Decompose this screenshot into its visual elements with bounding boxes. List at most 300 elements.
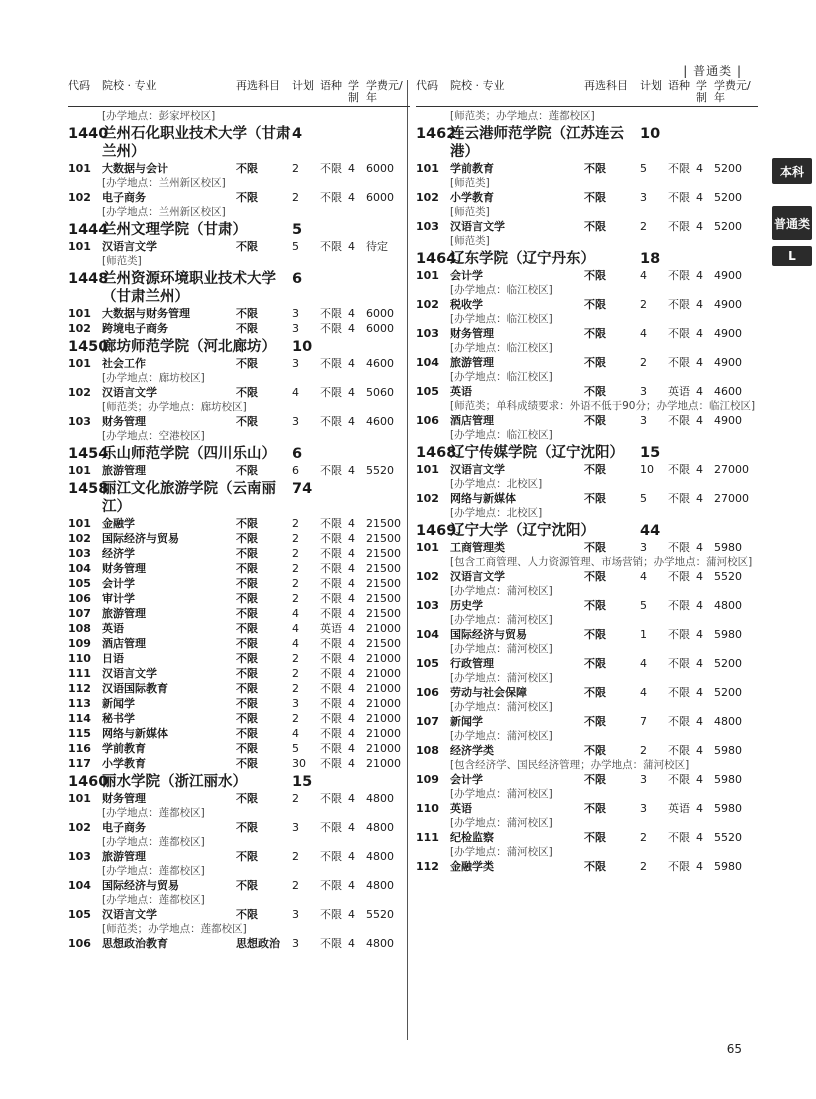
major-row [416,462,758,477]
major-language: 不限 [320,464,342,477]
major-subject: 不限 [236,712,258,725]
major-name: 金融学 [102,517,135,530]
major-plan: 2 [640,298,647,311]
major-years: 4 [348,792,355,805]
major-years: 4 [348,162,355,175]
major-subject: 思想政治 [236,937,280,950]
major-years: 4 [696,414,703,427]
major-plan: 2 [640,220,647,233]
institution-code: 1450 [68,339,109,355]
institution-heading [416,522,758,540]
major-fee: 4900 [714,414,742,427]
major-name: 酒店管理 [450,414,494,427]
major-plan: 2 [292,547,299,560]
major-plan: 3 [292,357,299,370]
hdr-years: 学制 [696,79,707,104]
major-code: 112 [416,860,439,873]
major-subject: 不限 [236,697,258,710]
hdr-code: 代码 [416,79,438,92]
major-fee: 5980 [714,773,742,786]
institution-heading [68,445,410,463]
major-code: 105 [68,908,91,921]
major-language: 不限 [668,831,690,844]
major-language: 不限 [668,715,690,728]
major-subject: 不限 [236,667,258,680]
major-years: 4 [696,657,703,670]
major-plan: 3 [292,937,299,950]
major-plan: 7 [640,715,647,728]
major-language: 不限 [320,592,342,605]
major-language: 不限 [668,191,690,204]
right-column [416,80,758,874]
major-plan: 2 [292,532,299,545]
left-list [68,125,410,951]
major-code: 102 [68,386,91,399]
major-code: 110 [416,802,439,815]
major-subject: 不限 [236,637,258,650]
major-note: [师范类] [450,177,490,189]
major-code: 105 [68,577,91,590]
major-row [68,681,410,696]
institution-name: 兰州资源环境职业技术大学（甘肃兰州） [102,271,276,305]
major-fee: 4800 [366,821,394,834]
major-fee: 4600 [366,357,394,370]
major-row [416,627,758,642]
major-language: 不限 [320,415,342,428]
major-row [68,161,410,176]
major-code: 102 [416,298,439,311]
major-fee: 21000 [366,727,401,740]
major-subject: 不限 [236,357,258,370]
major-fee: 5980 [714,802,742,815]
major-language: 不限 [320,908,342,921]
major-plan: 3 [292,415,299,428]
institution-name: 兰州文理学院（甘肃） [102,222,247,238]
major-subject: 不限 [584,715,606,728]
major-years: 4 [348,322,355,335]
major-language: 不限 [668,860,690,873]
major-name: 旅游管理 [102,607,146,620]
major-note: [办学地点：蒲河校区] [450,672,553,684]
major-fee: 4900 [714,356,742,369]
major-name: 审计学 [102,592,135,605]
category-header: | 普通类 | [683,64,742,78]
major-row [68,561,410,576]
major-fee: 21500 [366,562,401,575]
major-code: 107 [416,715,439,728]
major-years: 4 [348,937,355,950]
major-years: 4 [348,850,355,863]
major-code: 101 [68,464,91,477]
major-plan: 2 [292,667,299,680]
major-name: 电子商务 [102,821,146,834]
major-language: 不限 [668,686,690,699]
major-row [68,414,410,429]
major-subject: 不限 [584,628,606,641]
major-note: [办学地点：北校区] [450,478,543,490]
major-name: 财务管理 [102,792,146,805]
major-years: 4 [696,773,703,786]
major-years: 4 [696,463,703,476]
major-row [68,516,410,531]
major-language: 不限 [320,547,342,560]
major-years: 4 [696,686,703,699]
major-note: [师范类] [450,235,490,247]
major-subject: 不限 [236,727,258,740]
institution-plan: 5 [292,222,303,238]
major-row [416,540,758,555]
major-fee: 21000 [366,712,401,725]
institution-heading [416,250,758,268]
major-plan: 4 [640,657,647,670]
major-row [416,326,758,341]
major-code: 101 [416,541,439,554]
major-name: 旅游管理 [450,356,494,369]
major-code: 104 [416,356,439,369]
major-plan: 2 [292,712,299,725]
institution-plan: 10 [640,126,661,142]
major-fee: 6000 [366,307,394,320]
major-subject: 不限 [584,356,606,369]
major-subject: 不限 [236,191,258,204]
major-row [416,569,758,584]
major-subject: 不限 [584,860,606,873]
major-language: 不限 [320,637,342,650]
major-note: [办学地点：蒲河校区] [450,614,553,626]
major-fee: 21000 [366,682,401,695]
major-language: 不限 [668,356,690,369]
major-row [68,546,410,561]
major-fee: 待定 [366,240,388,253]
major-fee: 5200 [714,162,742,175]
institution-name: 廊坊师范学院（河北廊坊） [102,339,276,355]
major-years: 4 [348,532,355,545]
major-language: 不限 [320,532,342,545]
hdr-fee: 学费元/年 [366,79,403,104]
major-fee: 5980 [714,860,742,873]
major-code: 109 [416,773,439,786]
major-code: 106 [416,414,439,427]
major-plan: 2 [292,517,299,530]
major-code: 103 [416,327,439,340]
major-code: 113 [68,697,91,710]
major-years: 4 [348,562,355,575]
top-note: [办学地点：彭家坪校区] [102,110,216,122]
major-plan: 3 [292,821,299,834]
major-language: 不限 [320,240,342,253]
major-row [416,685,758,700]
major-years: 4 [696,802,703,815]
major-name: 会计学 [450,773,483,786]
major-name: 财务管理 [450,327,494,340]
major-code: 105 [416,657,439,670]
major-fee: 4600 [366,415,394,428]
major-subject: 不限 [236,240,258,253]
hdr-fee: 学费元/年 [714,79,751,104]
major-row [416,384,758,399]
major-language: 不限 [668,298,690,311]
major-language: 不限 [320,742,342,755]
major-code: 103 [68,415,91,428]
major-code: 101 [416,463,439,476]
major-row [416,772,758,787]
major-fee: 5200 [714,191,742,204]
major-years: 4 [348,682,355,695]
major-language: 不限 [320,322,342,335]
major-fee: 21000 [366,622,401,635]
institution-heading [68,480,410,516]
major-subject: 不限 [236,652,258,665]
major-language: 不限 [668,773,690,786]
major-language: 不限 [668,162,690,175]
major-code: 101 [416,269,439,282]
institution-code: 1464 [416,251,457,267]
major-years: 4 [696,570,703,583]
major-subject: 不限 [584,570,606,583]
major-note: [办学地点：蒲河校区] [450,730,553,742]
major-code: 102 [416,570,439,583]
major-name: 国际经济与贸易 [450,628,527,641]
major-row [68,591,410,606]
major-language: 不限 [668,628,690,641]
major-language: 不限 [320,879,342,892]
major-subject: 不限 [236,162,258,175]
major-plan: 1 [640,628,647,641]
major-fee: 21500 [366,532,401,545]
major-note: [师范类；办学地点：廊坊校区] [102,401,247,413]
major-years: 4 [696,541,703,554]
major-code: 102 [68,532,91,545]
major-row [416,355,758,370]
major-name: 财务管理 [102,562,146,575]
major-plan: 5 [292,240,299,253]
institution-code: 1468 [416,445,457,461]
major-code: 108 [416,744,439,757]
major-note: [师范类；单科成绩要求：外语不低于90分；办学地点：临江校区] [450,400,756,412]
major-years: 4 [348,908,355,921]
major-years: 4 [348,307,355,320]
major-name: 国际经济与贸易 [102,532,179,545]
major-years: 4 [696,385,703,398]
major-note: [办学地点：莲都校区] [102,807,205,819]
major-note: [办学地点：蒲河校区] [450,788,553,800]
major-subject: 不限 [584,802,606,815]
major-subject: 不限 [236,742,258,755]
page-number: 65 [726,1042,742,1056]
major-subject: 不限 [236,607,258,620]
major-row [68,531,410,546]
major-plan: 2 [292,682,299,695]
major-code: 108 [68,622,91,635]
major-fee: 21500 [366,517,401,530]
major-name: 汉语国际教育 [102,682,168,695]
major-fee: 4900 [714,269,742,282]
major-name: 汉语言文学 [102,908,157,921]
institution-heading [68,221,410,239]
major-language: 不限 [320,357,342,370]
major-years: 4 [696,860,703,873]
major-language: 不限 [320,712,342,725]
major-name: 大数据与财务管理 [102,307,190,320]
major-years: 4 [348,464,355,477]
major-note: [办学地点：临江校区] [450,342,553,354]
major-row [68,666,410,681]
major-plan: 2 [292,850,299,863]
institution-name: 丽江文化旅游学院（云南丽江） [102,481,276,515]
major-code: 112 [68,682,91,695]
major-language: 不限 [668,463,690,476]
major-note: [办学地点：蒲河校区] [450,817,553,829]
institution-name: 辽东学院（辽宁丹东） [450,251,595,267]
institution-code: 1462 [416,126,457,142]
major-row [68,651,410,666]
institution-heading [416,444,758,462]
major-note: [包含工商管理、人力资源管理、市场营销；办学地点：蒲河校区] [450,556,753,568]
major-row [68,791,410,806]
major-subject: 不限 [584,298,606,311]
major-fee: 27000 [714,463,749,476]
major-subject: 不限 [584,744,606,757]
major-language: 不限 [668,657,690,670]
major-language: 不限 [320,191,342,204]
major-fee: 4800 [714,715,742,728]
major-years: 4 [348,712,355,725]
major-language: 不限 [320,682,342,695]
major-row [68,385,410,400]
major-plan: 2 [292,577,299,590]
institution-code: 1454 [68,446,109,462]
major-language: 不限 [668,220,690,233]
major-fee: 5060 [366,386,394,399]
major-code: 109 [68,637,91,650]
major-plan: 2 [640,744,647,757]
major-plan: 3 [640,773,647,786]
institution-name: 乐山师范学院（四川乐山） [102,446,276,462]
major-plan: 5 [640,162,647,175]
major-name: 汉语言文学 [102,240,157,253]
major-fee: 21500 [366,607,401,620]
major-name: 社会工作 [102,357,146,370]
institution-plan: 44 [640,523,661,539]
major-fee: 5520 [366,464,394,477]
major-plan: 2 [292,879,299,892]
major-fee: 21000 [366,697,401,710]
major-subject: 不限 [584,773,606,786]
major-note: [办学地点：临江校区] [450,371,553,383]
major-plan: 5 [292,742,299,755]
major-code: 111 [416,831,439,844]
major-name: 新闻学 [102,697,135,710]
institution-plan: 6 [292,446,303,462]
major-note: [办学地点：临江校区] [450,429,553,441]
major-years: 4 [696,744,703,757]
major-code: 110 [68,652,91,665]
major-code: 101 [68,307,91,320]
major-subject: 不限 [584,492,606,505]
major-row [68,726,410,741]
major-note: [办学地点：蒲河校区] [450,846,553,858]
major-fee: 6000 [366,162,394,175]
side-tab-letter: L [772,246,812,266]
major-subject: 不限 [236,307,258,320]
major-note: [办学地点：莲都校区] [102,894,205,906]
major-plan: 2 [292,191,299,204]
major-plan: 4 [292,386,299,399]
major-plan: 4 [640,570,647,583]
major-row [68,696,410,711]
major-row [68,321,410,336]
major-language: 英语 [668,385,690,398]
major-subject: 不限 [236,532,258,545]
hdr-plan: 计划 [292,79,314,92]
major-language: 不限 [320,607,342,620]
major-name: 网络与新媒体 [102,727,168,740]
major-name: 行政管理 [450,657,494,670]
major-subject: 不限 [236,517,258,530]
major-name: 思想政治教育 [102,937,168,950]
major-language: 不限 [668,414,690,427]
major-fee: 5520 [714,570,742,583]
major-years: 4 [348,386,355,399]
major-name: 跨境电子商务 [102,322,168,335]
major-plan: 3 [292,697,299,710]
major-years: 4 [696,327,703,340]
institution-name: 丽水学院（浙江丽水） [102,774,247,790]
major-years: 4 [696,269,703,282]
major-years: 4 [696,162,703,175]
major-name: 旅游管理 [102,464,146,477]
major-plan: 5 [640,492,647,505]
right-list [416,125,758,874]
institution-heading [68,270,410,306]
major-note: [办学地点：北校区] [450,507,543,519]
major-plan: 3 [640,541,647,554]
major-name: 英语 [450,385,472,398]
hdr-code: 代码 [68,79,90,92]
major-plan: 3 [640,802,647,815]
side-tab-level: 本科 [772,158,812,184]
major-subject: 不限 [236,547,258,560]
major-years: 4 [696,492,703,505]
major-name: 汉语言文学 [450,220,505,233]
institution-heading [416,125,758,161]
major-code: 102 [68,191,91,204]
major-plan: 4 [640,269,647,282]
major-code: 102 [416,191,439,204]
major-name: 汉语言文学 [102,386,157,399]
hdr-years: 学制 [348,79,359,104]
major-subject: 不限 [584,385,606,398]
major-subject: 不限 [584,327,606,340]
major-plan: 2 [640,356,647,369]
major-row [68,463,410,478]
major-fee: 5200 [714,220,742,233]
major-years: 4 [696,831,703,844]
institution-plan: 15 [292,774,313,790]
institution-plan: 15 [640,445,661,461]
major-code: 102 [68,821,91,834]
major-name: 国际经济与贸易 [102,879,179,892]
major-name: 汉语言文学 [450,570,505,583]
major-fee: 6000 [366,191,394,204]
major-code: 116 [68,742,91,755]
major-name: 学前教育 [102,742,146,755]
major-years: 4 [348,697,355,710]
major-name: 会计学 [102,577,135,590]
major-years: 4 [348,652,355,665]
institution-code: 1469 [416,523,457,539]
major-language: 不限 [668,744,690,757]
